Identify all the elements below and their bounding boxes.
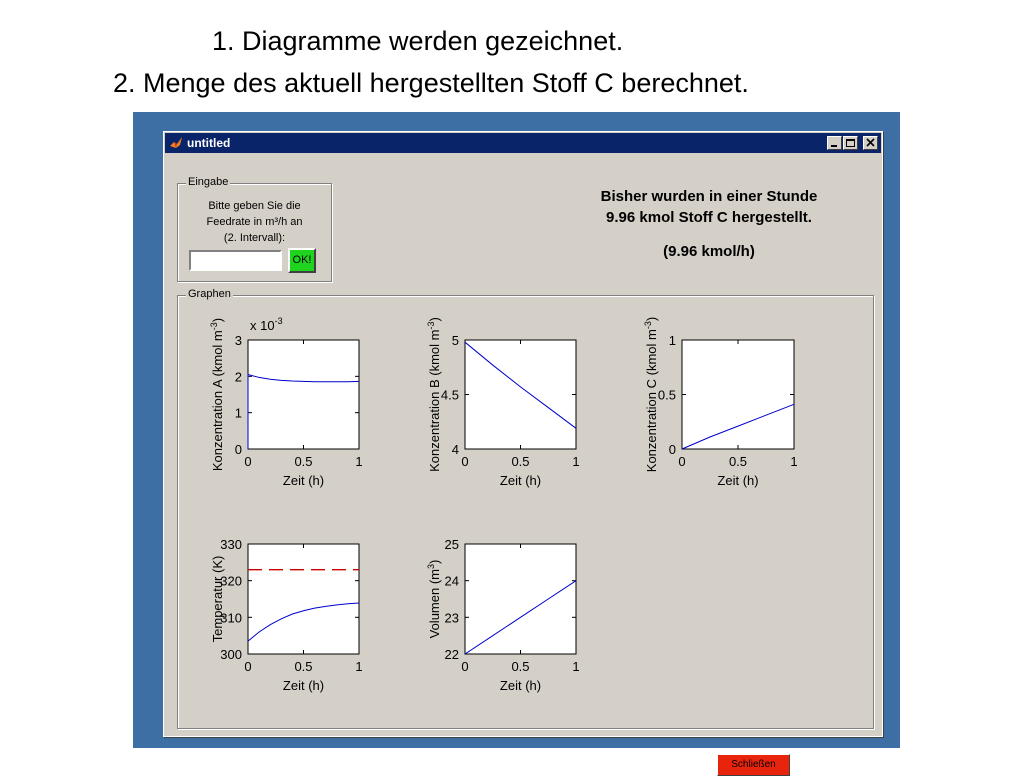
close-icon xyxy=(865,138,876,148)
y-axis-label: Temperatur (K) xyxy=(210,555,225,643)
prompt-line-1: Bitte geben Sie die xyxy=(208,200,301,212)
x-tick-label: 0 xyxy=(461,454,469,469)
x-tick-label: 0.5 xyxy=(511,454,530,469)
x-tick-label: 1 xyxy=(790,454,798,469)
y-axis-label-close: ) xyxy=(210,317,225,323)
y-axis-label-exponent: -3 xyxy=(426,321,436,330)
y-axis-label-close: ) xyxy=(427,317,442,322)
y-tick-label: 1 xyxy=(234,405,242,421)
y-tick-label: 310 xyxy=(220,610,242,626)
x-axis-label: Zeit (h) xyxy=(282,678,325,693)
eingabe-panel xyxy=(177,176,332,282)
result-line-2: 9.96 kmol Stoff C hergestellt. xyxy=(606,209,812,226)
minimize-icon xyxy=(829,138,840,148)
prompt-line-2: Feedrate in m³/h an xyxy=(206,216,303,228)
maximize-icon xyxy=(845,138,856,148)
y-tick-label: 4.5 xyxy=(440,387,459,403)
y-axis-label: Konzentration A (kmol $m^{-3}$) xyxy=(209,317,225,472)
y-tick-label: 22 xyxy=(444,647,459,662)
x-tick-label: 0.5 xyxy=(294,659,313,674)
y-tick-label: 300 xyxy=(220,647,242,662)
x-tick-label: 0.5 xyxy=(728,454,748,469)
x-tick-label: 0 xyxy=(244,659,252,674)
window-title: untitled xyxy=(187,136,231,150)
y-axis-label: Konzentration C (kmol $m^{-3}$) xyxy=(643,316,659,473)
figure-window xyxy=(163,131,883,770)
y-tick-label: 24 xyxy=(444,573,459,589)
y-axis-label-exponent: -3 xyxy=(209,322,219,331)
y-tick-label: 23 xyxy=(444,610,459,626)
minimize-button[interactable] xyxy=(827,136,842,150)
axis-exponent: -3 xyxy=(274,316,283,326)
eingabe-label: Eingabe xyxy=(188,176,229,188)
x-axis-label: Zeit (h) xyxy=(717,473,759,488)
y-axis-label-close: ) xyxy=(644,316,659,322)
y-tick-label: 0 xyxy=(234,442,242,457)
maximize-button[interactable] xyxy=(843,136,858,150)
x-tick-label: 0 xyxy=(244,454,252,469)
y-tick-label: 2 xyxy=(234,369,242,385)
ok-button[interactable]: OK! xyxy=(288,248,316,273)
y-axis-label-exponent: -3 xyxy=(643,321,653,330)
y-tick-label: 0.5 xyxy=(657,387,676,403)
slide-title-line-2: 2. Menge des aktuell hergestellten Stoff C berechnet. xyxy=(113,68,749,98)
y-tick-label: 320 xyxy=(220,573,242,589)
close-button[interactable] xyxy=(863,136,878,150)
y-axis-label-exponent: 3 xyxy=(426,563,436,569)
x-tick-label: 0.5 xyxy=(511,659,530,674)
feedrate-input[interactable] xyxy=(189,250,282,271)
y-tick-label: 4 xyxy=(451,442,459,457)
close-figure-button[interactable]: Schließen xyxy=(717,754,790,776)
x-tick-label: 1 xyxy=(572,454,580,469)
x-tick-label: 1 xyxy=(355,659,363,674)
x-axis-label: Zeit (h) xyxy=(499,678,542,693)
x-tick-label: 0 xyxy=(678,454,686,469)
x-tick-label: 0.5 xyxy=(294,454,313,469)
y-tick-label: 25 xyxy=(444,537,459,552)
y-tick-label: 330 xyxy=(220,537,242,552)
prompt-line-3: (2. Intervall): xyxy=(223,232,286,244)
matlab-icon xyxy=(169,136,183,150)
x-axis-label: Zeit (h) xyxy=(499,473,542,488)
y-tick-label: 1 xyxy=(668,333,676,348)
graphen-panel xyxy=(177,288,874,770)
slide-title xyxy=(0,0,1024,110)
x-tick-label: 1 xyxy=(572,659,580,674)
axis-exponent-label: x $10^{-3}$ xyxy=(250,316,283,333)
y-tick-label: 0 xyxy=(668,442,676,457)
y-tick-label: 5 xyxy=(451,333,459,348)
x-tick-label: 0 xyxy=(461,659,469,674)
x-axis-label: Zeit (h) xyxy=(282,473,325,488)
x-tick-label: 1 xyxy=(355,454,363,469)
result-line-1: Bisher wurden in einer Stunde xyxy=(600,188,818,205)
feedrate-prompt xyxy=(178,198,331,246)
y-tick-label: 3 xyxy=(234,333,242,348)
graphen-label: Graphen xyxy=(188,288,231,300)
window-titlebar[interactable] xyxy=(165,133,881,153)
y-axis-label-close: ) xyxy=(427,559,442,564)
y-axis-label: Konzentration B (kmol $m^{-3}$) xyxy=(426,317,442,472)
y-axis-label: Volumen $(m^3)$ xyxy=(426,559,442,639)
slide-title-line-1: 1. Diagramme werden gezeichnet. xyxy=(212,26,624,56)
result-line-3: (9.96 kmol/h) xyxy=(663,243,755,260)
